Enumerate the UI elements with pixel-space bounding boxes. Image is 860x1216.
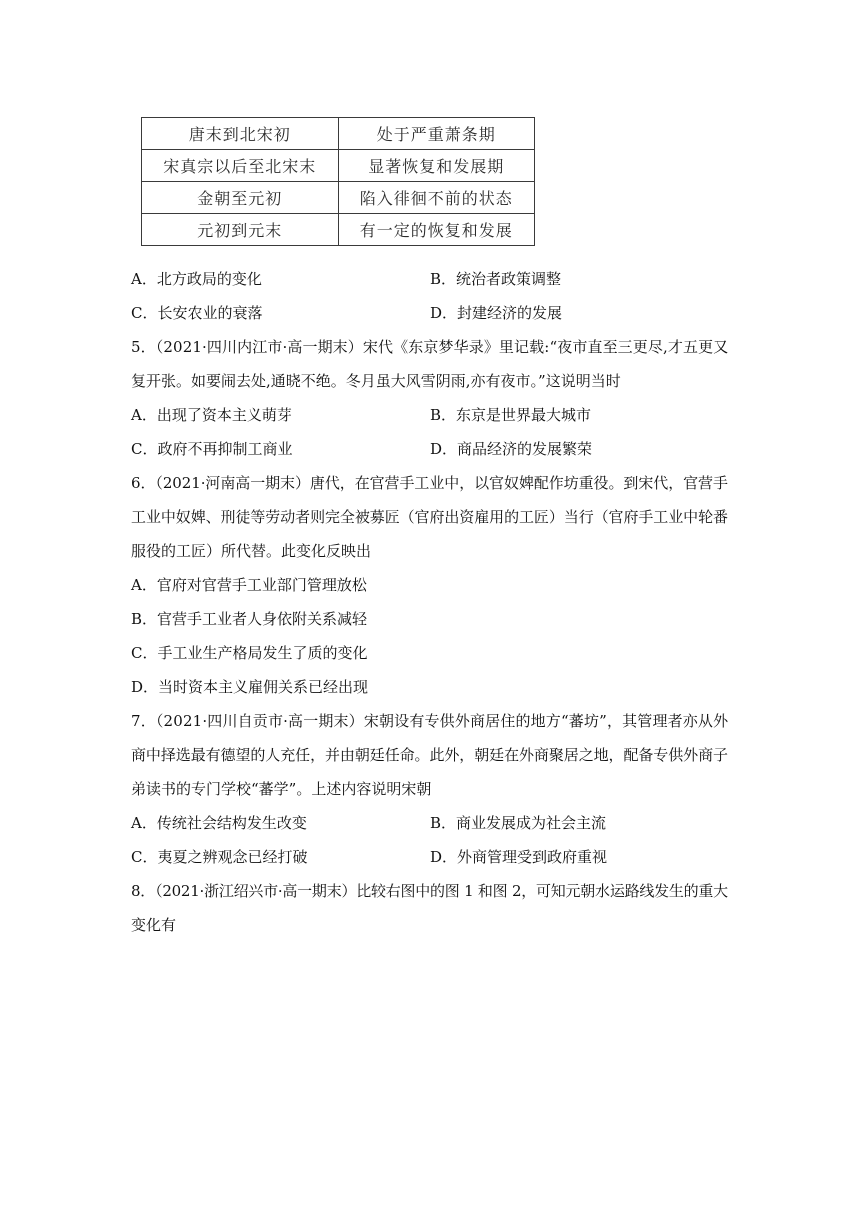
q4-option-d: D．封建经济的发展 — [430, 304, 563, 322]
q6-option-d: D．当时资本主义雇佣关系已经出现 — [131, 678, 369, 696]
table-cell: 唐末到北宋初 — [142, 118, 339, 150]
q5-option-c: C．政府不再抑制工商业 — [131, 440, 293, 458]
q7-option-d: D．外商管理受到政府重视 — [430, 848, 608, 866]
period-table — [141, 117, 535, 246]
table-cell: 显著恢复和发展期 — [338, 150, 535, 182]
q5-option-b: B．东京是世界最大城市 — [430, 406, 592, 424]
table-cell: 陷入徘徊不前的状态 — [338, 182, 535, 214]
q7-option-b: B．商业发展成为社会主流 — [430, 814, 607, 832]
q4-option-b: B．统治者政策调整 — [430, 270, 562, 288]
q5-stem-line: 5．（2021·四川内江市·高一期末）宋代《东京梦华录》里记载:“夜市直至三更尽,才五更又 — [131, 338, 729, 356]
table-cell: 元初到元末 — [142, 214, 339, 246]
q7-option-c: C．夷夏之辨观念已经打破 — [131, 848, 308, 866]
q5-stem-line: 复开张。如要闹去处,通晓不绝。冬月虽大风雪阴雨,亦有夜市。”这说明当时 — [131, 372, 621, 390]
table-row — [142, 182, 535, 214]
table-row — [142, 118, 535, 150]
q7-stem-line: 弟读书的专门学校“蕃学”。上述内容说明宋朝 — [131, 780, 432, 798]
q5-option-d: D．商品经济的发展繁荣 — [430, 440, 593, 458]
table-cell: 金朝至元初 — [142, 182, 339, 214]
q6-option-a: A．官府对官营手工业部门管理放松 — [131, 576, 367, 594]
table-row — [142, 214, 535, 246]
q7-option-a: A．传统社会结构发生改变 — [131, 814, 307, 832]
table-row — [142, 150, 535, 182]
table-cell: 宋真宗以后至北宋末 — [142, 150, 339, 182]
q5-option-a: A．出现了资本主义萌芽 — [131, 406, 292, 424]
table-cell: 有一定的恢复和发展 — [338, 214, 535, 246]
q7-stem-line: 商中择选最有德望的人充任，并由朝廷任命。此外，朝廷在外商聚居之地，配备专供外商子 — [131, 746, 728, 764]
q6-option-b: B．官营手工业者人身依附关系减轻 — [131, 610, 368, 628]
q7-stem-line: 7．（2021·四川自贡市·高一期末）宋朝设有专供外商居住的地方“蕃坊”，其管理者亦从外 — [131, 712, 729, 730]
q4-option-c: C．长安农业的衰落 — [131, 304, 263, 322]
q6-stem-line: 6．（2021·河南高一期末）唐代，在官营手工业中，以官奴婢配作坊重役。到宋代，官营手 — [131, 474, 728, 492]
q8-stem-line: 8．（2021·浙江绍兴市·高一期末）比较右图中的图 1 和图 2，可知元朝水运路线发生的重大 — [131, 882, 728, 900]
q6-stem-line: 工业中奴婢、刑徒等劳动者则完全被募匠（官府出资雇用的工匠）当行（官府手工业中轮番 — [131, 508, 728, 526]
table-cell: 处于严重萧条期 — [338, 118, 535, 150]
q6-option-c: C．手工业生产格局发生了质的变化 — [131, 644, 368, 662]
q4-option-a: A．北方政局的变化 — [131, 270, 262, 288]
q8-stem-line: 变化有 — [131, 916, 177, 934]
q6-stem-line: 服役的工匠）所代替。此变化反映出 — [131, 542, 372, 560]
